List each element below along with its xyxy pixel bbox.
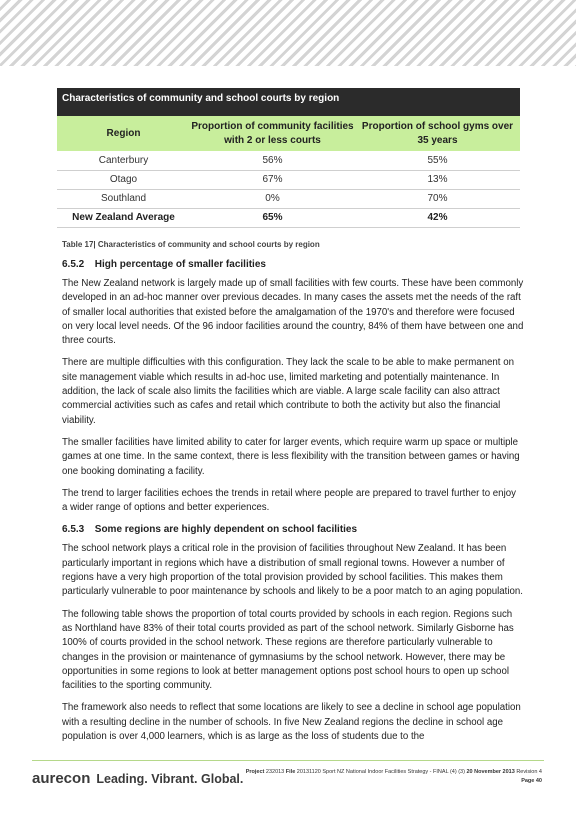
footer-document-info: Project 232013 File 20131120 Sport NZ National Indoor Facilities Strategy - FINAL (4) (3) 20 November 2013 Revision 4 Page 40	[245, 769, 542, 784]
table-row	[57, 189, 520, 208]
section-title: Some regions are highly dependent on school facilities	[94, 524, 358, 536]
table-cell: 42%	[355, 208, 520, 227]
data-table	[57, 116, 520, 228]
paragraph: There are multiple difficulties with this configuration. They lack the scale to be able to make permanent on site management viable which results in ad-hoc use, limited marketing and potentially maintenance. In addition, the lack of scale also limits the facilities which are viable. A large scale facility can also attract commercial activities such as cafes and retail which contribute to both the activity but also the financial viability.	[62, 357, 514, 426]
header-community-courts: Proportion of community facilities with 2 or less courts	[190, 116, 355, 151]
section-title: High percentage of smaller facilities	[94, 259, 266, 270]
footer-divider	[32, 760, 544, 761]
paragraph: The New Zealand network is largely made up of small facilities with few courts. These have been commonly developed in an ad-hoc manner over previous decades. In many cases the assets met the needs of the raft of smaller local authorities that existed before the amalgamation of the 1970's and therefore were focused on very local level needs. Of the 96 indoor facilities around the country, 84% of them have between one and three courts.	[62, 278, 524, 347]
table-header-row	[57, 116, 520, 151]
logo-tagline: Leading. Vibrant. Global.	[96, 772, 244, 786]
table-row	[57, 170, 520, 189]
header-school-gyms: Proportion of school gyms over 35 years	[355, 116, 520, 151]
table-cell: Otago	[57, 170, 190, 189]
paragraph: The following table shows the proportion of total courts provided by schools in each region. Regions such as Northland have 83% of their total courts provided as part of the school network. Similarly Gisborne has 100% of courts provided in the school network. These regions are therefore particularly vulnerable to changes in the provision or maintenance of gymnasiums by the school network. However, there may be opportunities in some regions to look at better management options post school hours to open up school facilities to the sporting community.	[62, 608, 514, 692]
paragraph: The smaller facilities have limited ability to cater for larger events, which require warm up space or multiple games at one time. In the same context, there is less flexibility with the transition between games or having one booking dominating a facility.	[62, 436, 520, 477]
logo-wordmark: aurecon	[32, 770, 91, 787]
table-cell: 0%	[190, 189, 355, 208]
section-heading-6-5-3	[62, 523, 524, 536]
table-cell: 56%	[190, 151, 355, 170]
table-row-average	[57, 208, 520, 227]
table-cell: 70%	[355, 189, 520, 208]
table-cell: 67%	[190, 170, 355, 189]
section-number: 6.5.2	[62, 259, 85, 270]
table-cell: 65%	[190, 208, 355, 227]
table-title: Characteristics of community and school courts by region	[57, 88, 520, 116]
page-number: Page 40	[521, 778, 542, 784]
section-number: 6.5.3	[62, 524, 85, 536]
table-caption: Table 17| Characteristics of community and school courts by region	[62, 240, 320, 249]
paragraph: The framework also needs to reflect that some locations are likely to see a decline in school age population with a resulting decline in the number of schools. In five New Zealand regions the decline in school age population is over 4,000 learners, which is as large as the loss of students due to the	[62, 702, 521, 743]
table-cell: 55%	[355, 151, 520, 170]
table-cell: Southland	[57, 189, 190, 208]
paragraph: The trend to larger facilities echoes the trends in retail where people are prepared to travel further to enjoy a wider range of options and better experiences.	[62, 487, 516, 514]
paragraph: The school network plays a critical role in the provision of facilities throughout New Zealand. It has been particularly important in regions which have a distribution of small regional towns. However a number of regions have a very high proportion of the total provision provided by school facilities. This makes them particularly vulnerable to poor maintenance by schools and likely to be a poor match to an aging population.	[62, 543, 523, 598]
table-row	[57, 151, 520, 170]
header-hatch-band	[0, 0, 576, 66]
table-cell: Canterbury	[57, 151, 190, 170]
section-heading-6-5-2	[62, 258, 524, 271]
table-cell: New Zealand Average	[57, 208, 190, 227]
aurecon-logo	[32, 770, 243, 787]
regional-courts-table	[57, 88, 520, 228]
body-content	[62, 258, 524, 752]
header-region: Region	[57, 116, 190, 151]
table-cell: 13%	[355, 170, 520, 189]
